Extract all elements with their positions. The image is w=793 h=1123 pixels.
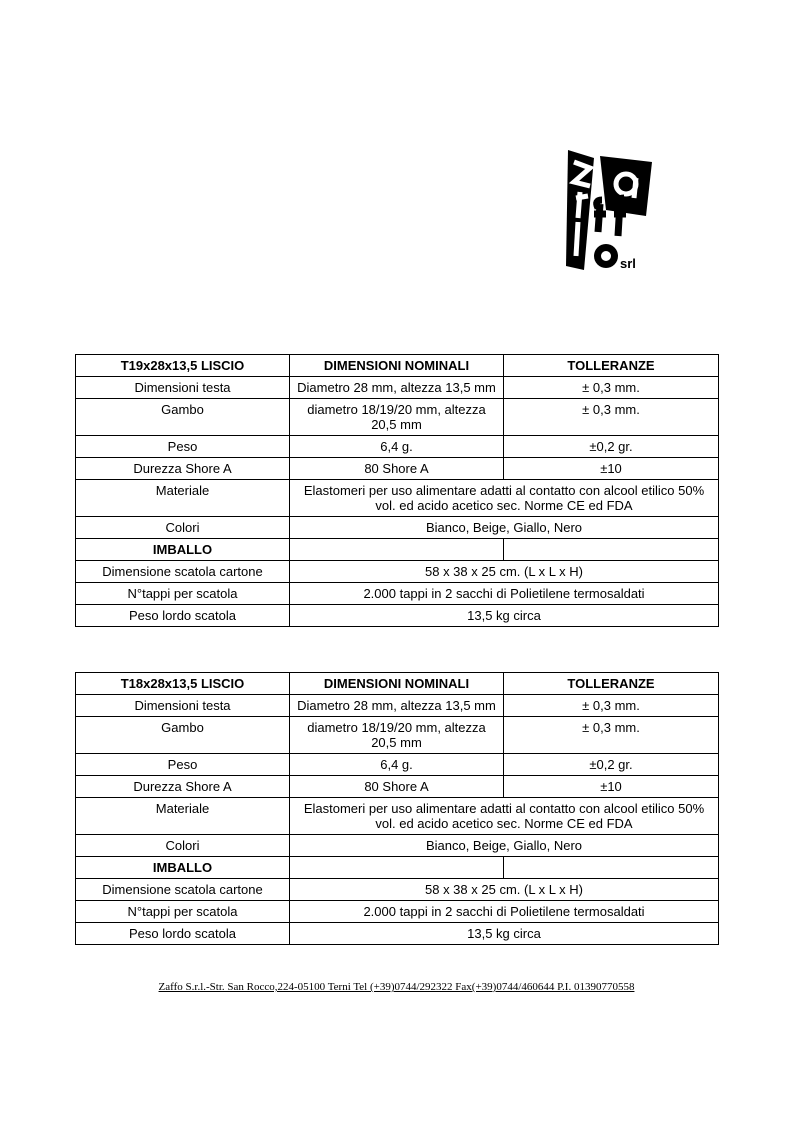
row-label: Colori [76, 517, 290, 539]
row-label: Durezza Shore A [76, 776, 290, 798]
table-row [76, 605, 719, 627]
table-row [76, 539, 719, 561]
table-header-row [76, 355, 719, 377]
row-value: 2.000 tappi in 2 sacchi di Polietilene termosaldati [290, 901, 719, 923]
column-header-dimensions: DIMENSIONI NOMINALI [290, 355, 504, 377]
table-row [76, 377, 719, 399]
row-label: Peso lordo scatola [76, 605, 290, 627]
row-value [290, 857, 504, 879]
table-row [76, 879, 719, 901]
row-value: 80 Shore A [290, 776, 504, 798]
spec-table-t18 [75, 672, 719, 945]
table-row [76, 835, 719, 857]
row-tolerance [504, 539, 719, 561]
row-label: Durezza Shore A [76, 458, 290, 480]
row-value: 13,5 kg circa [290, 605, 719, 627]
row-value: 6,4 g. [290, 436, 504, 458]
row-label: Dimensione scatola cartone [76, 879, 290, 901]
row-tolerance [504, 857, 719, 879]
row-tolerance: ±0,2 gr. [504, 754, 719, 776]
row-label: Colori [76, 835, 290, 857]
table-row [76, 754, 719, 776]
table-row [76, 583, 719, 605]
row-label: N°tappi per scatola [76, 583, 290, 605]
table-header-row [76, 673, 719, 695]
row-value: Diametro 28 mm, altezza 13,5 mm [290, 377, 504, 399]
row-label: Dimensioni testa [76, 695, 290, 717]
row-label: Gambo [76, 717, 290, 754]
table-row [76, 436, 719, 458]
row-tolerance: ± 0,3 mm. [504, 399, 719, 436]
column-header-tolerances: TOLLERANZE [504, 673, 719, 695]
row-tolerance: ± 0,3 mm. [504, 377, 719, 399]
row-value: 58 x 38 x 25 cm. (L x L x H) [290, 879, 719, 901]
table-row [76, 561, 719, 583]
table-row [76, 857, 719, 879]
row-value: Elastomeri per uso alimentare adatti al contatto con alcool etilico 50% vol. ed acido acetico sec. Norme CE ed FDA [290, 480, 719, 517]
row-label: Materiale [76, 480, 290, 517]
table-row [76, 717, 719, 754]
row-label: Peso lordo scatola [76, 923, 290, 945]
column-header-dimensions: DIMENSIONI NOMINALI [290, 673, 504, 695]
product-code: T18x28x13,5 LISCIO [76, 673, 290, 695]
product-code: T19x28x13,5 LISCIO [76, 355, 290, 377]
table-row [76, 695, 719, 717]
table-row [76, 798, 719, 835]
table-row [76, 480, 719, 517]
row-label: Peso [76, 754, 290, 776]
row-label: Gambo [76, 399, 290, 436]
row-tolerance: ±0,2 gr. [504, 436, 719, 458]
row-value: diametro 18/19/20 mm, altezza 20,5 mm [290, 399, 504, 436]
row-value: 6,4 g. [290, 754, 504, 776]
table-row [76, 458, 719, 480]
row-value: 13,5 kg circa [290, 923, 719, 945]
table-row [76, 399, 719, 436]
row-value: Bianco, Beige, Giallo, Nero [290, 517, 719, 539]
section-label: IMBALLO [76, 539, 290, 561]
row-label: Dimensioni testa [76, 377, 290, 399]
column-header-tolerances: TOLLERANZE [504, 355, 719, 377]
row-tolerance: ±10 [504, 776, 719, 798]
table-row [76, 923, 719, 945]
row-value: Elastomeri per uso alimentare adatti al contatto con alcool etilico 50% vol. ed acido acetico sec. Norme CE ed FDA [290, 798, 719, 835]
row-value: 80 Shore A [290, 458, 504, 480]
row-tolerance: ± 0,3 mm. [504, 695, 719, 717]
row-label: Materiale [76, 798, 290, 835]
company-logo [560, 148, 660, 273]
spec-table-t19 [75, 354, 719, 627]
row-value: 58 x 38 x 25 cm. (L x L x H) [290, 561, 719, 583]
row-label: Dimensione scatola cartone [76, 561, 290, 583]
row-value: Bianco, Beige, Giallo, Nero [290, 835, 719, 857]
row-tolerance: ±10 [504, 458, 719, 480]
company-footer: Zaffo S.r.l.-Str. San Rocco,224-05100 Terni Tel (+39)0744/292322 Fax(+39)0744/460644 P.I. 01390770558 [158, 981, 635, 993]
row-tolerance: ± 0,3 mm. [504, 717, 719, 754]
svg-text:srl: srl [620, 256, 636, 271]
table-row [76, 901, 719, 923]
row-label: Peso [76, 436, 290, 458]
table-row [76, 517, 719, 539]
row-label: N°tappi per scatola [76, 901, 290, 923]
section-label: IMBALLO [76, 857, 290, 879]
row-value: 2.000 tappi in 2 sacchi di Polietilene termosaldati [290, 583, 719, 605]
row-value [290, 539, 504, 561]
row-value: diametro 18/19/20 mm, altezza 20,5 mm [290, 717, 504, 754]
table-row [76, 776, 719, 798]
row-value: Diametro 28 mm, altezza 13,5 mm [290, 695, 504, 717]
